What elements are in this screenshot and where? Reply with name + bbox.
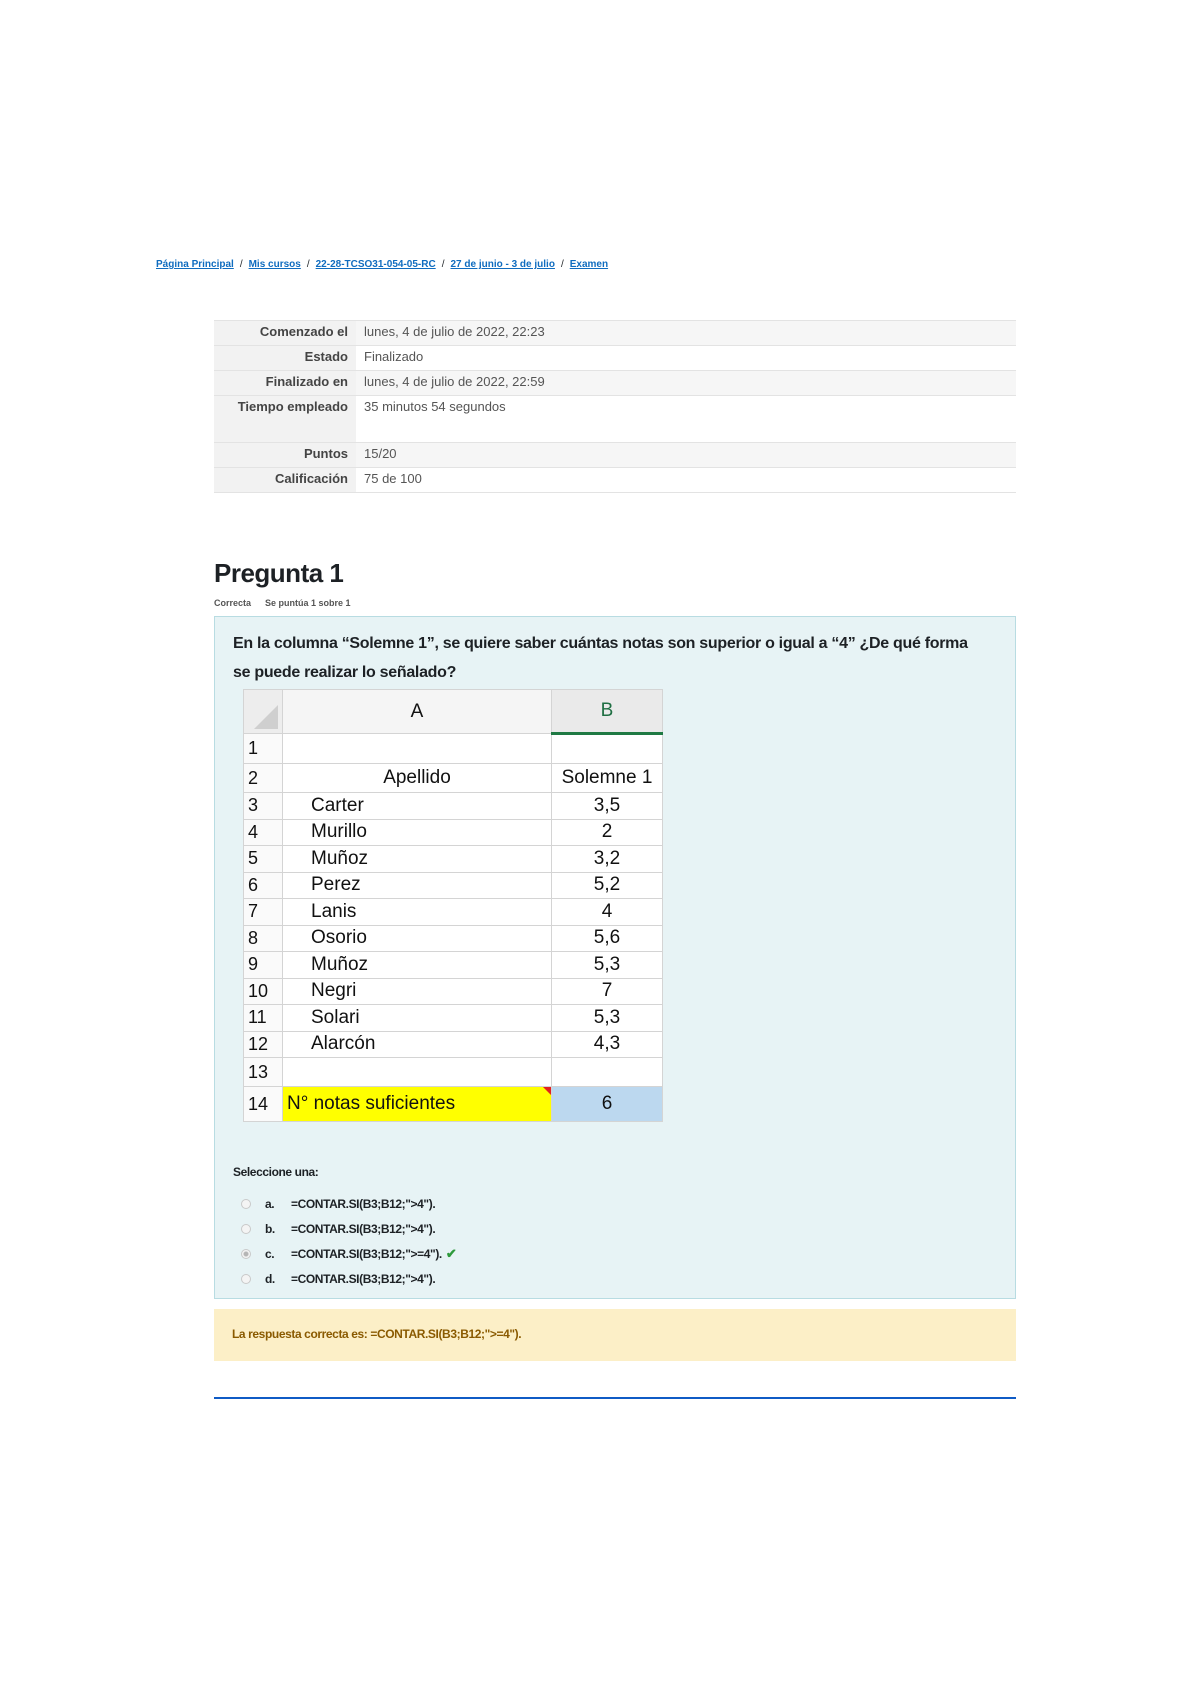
question-score: Se puntúa 1 sobre 1	[265, 598, 351, 608]
summary-row	[214, 443, 1016, 468]
radio-d[interactable]	[241, 1274, 251, 1284]
summary-value: 15/20	[356, 443, 1016, 468]
summary-row	[214, 371, 1016, 396]
spreadsheet-row	[244, 846, 663, 873]
row-number: 13	[244, 1058, 283, 1087]
summary-label: Tiempo empleado	[214, 396, 356, 443]
spreadsheet-header-row	[244, 690, 663, 734]
summary-label: Comenzado el	[214, 321, 356, 346]
cell-a-highlighted: N° notas suficientes	[283, 1087, 552, 1122]
cell-b	[552, 734, 663, 764]
cell-a: Carter	[283, 793, 552, 820]
breadcrumb-course[interactable]: 22-28-TCSO31-054-05-RC	[315, 259, 436, 270]
answer-option-b[interactable]	[241, 1216, 456, 1241]
cell-a	[283, 1058, 552, 1087]
cell-b: 3,2	[552, 846, 663, 873]
row-number: 2	[244, 764, 283, 793]
cell-a: Osorio	[283, 925, 552, 952]
breadcrumb: Página Principal / Mis cursos / 22-28-TCSO31-054-05-RC / 27 de junio - 3 de julio / Examen	[156, 259, 609, 270]
spreadsheet-row	[244, 899, 663, 926]
cell-a: Solari	[283, 1005, 552, 1032]
cell-a	[283, 734, 552, 764]
correct-answer-feedback: La respuesta correcta es: =CONTAR.SI(B3;B12;">=4").	[214, 1309, 1016, 1361]
answer-option-d[interactable]	[241, 1266, 456, 1291]
answer-list	[241, 1191, 456, 1291]
spreadsheet-row	[244, 819, 663, 846]
summary-value: 75 de 100	[356, 468, 1016, 493]
cell-b: 5,3	[552, 1005, 663, 1032]
cell-a: Murillo	[283, 819, 552, 846]
cell-a: Alarcón	[283, 1031, 552, 1058]
cell-a: Muñoz	[283, 846, 552, 873]
summary-value: 35 minutos 54 segundos	[356, 396, 1016, 443]
cell-b: 2	[552, 819, 663, 846]
breadcrumb-exam[interactable]: Examen	[569, 259, 609, 270]
summary-label: Calificación	[214, 468, 356, 493]
spreadsheet-row	[244, 1058, 663, 1087]
answer-option-a[interactable]	[241, 1191, 456, 1216]
radio-c[interactable]	[241, 1249, 251, 1259]
cell-b	[552, 1058, 663, 1087]
answer-text: =CONTAR.SI(B3;B12;">4").	[291, 1221, 436, 1236]
cell-a: Muñoz	[283, 952, 552, 979]
row-number: 10	[244, 978, 283, 1005]
cell-b: 7	[552, 978, 663, 1005]
summary-label: Puntos	[214, 443, 356, 468]
cell-b: 5,6	[552, 925, 663, 952]
cell-b: 5,2	[552, 872, 663, 899]
cell-a: Perez	[283, 872, 552, 899]
cell-a: Lanis	[283, 899, 552, 926]
answer-letter: a.	[265, 1196, 275, 1211]
spreadsheet-row	[244, 925, 663, 952]
select-all-corner	[244, 690, 283, 734]
summary-row	[214, 346, 1016, 371]
spreadsheet-row	[244, 793, 663, 820]
breadcrumb-my-courses[interactable]: Mis cursos	[248, 259, 301, 270]
attempt-summary-table	[214, 320, 1016, 493]
spreadsheet-row	[244, 764, 663, 793]
cell-b: 4,3	[552, 1031, 663, 1058]
summary-label: Estado	[214, 346, 356, 371]
answer-text: =CONTAR.SI(B3;B12;">4").	[291, 1196, 436, 1211]
row-number: 14	[244, 1087, 283, 1122]
spreadsheet-row	[244, 1005, 663, 1032]
answer-letter: c.	[265, 1246, 275, 1261]
cell-a: Apellido	[283, 764, 552, 793]
summary-label: Finalizado en	[214, 371, 356, 396]
section-divider	[214, 1397, 1016, 1399]
question-text: En la columna “Solemne 1”, se quiere saber cuántas notas son superior o igual a “4” ¿De qué forma se puede realizar lo señalado?	[233, 635, 968, 681]
answer-letter: d.	[265, 1271, 275, 1286]
row-number: 4	[244, 819, 283, 846]
answer-text: =CONTAR.SI(B3;B12;">=4").	[291, 1246, 442, 1261]
radio-b[interactable]	[241, 1224, 251, 1234]
cell-b: Solemne 1	[552, 764, 663, 793]
row-number: 8	[244, 925, 283, 952]
row-number: 5	[244, 846, 283, 873]
select-one-label: Seleccione una:	[233, 1165, 319, 1179]
spreadsheet-row	[244, 1087, 663, 1122]
row-number: 6	[244, 872, 283, 899]
spreadsheet-row	[244, 952, 663, 979]
summary-value: lunes, 4 de julio de 2022, 22:59	[356, 371, 1016, 396]
question-info	[214, 598, 351, 608]
check-icon: ✔	[445, 1245, 457, 1261]
row-number: 1	[244, 734, 283, 764]
question-title: Pregunta 1	[214, 558, 344, 588]
breadcrumb-week[interactable]: 27 de junio - 3 de julio	[450, 259, 555, 270]
row-number: 3	[244, 793, 283, 820]
answer-option-c[interactable]	[241, 1241, 456, 1266]
question-status: Correcta	[214, 598, 252, 608]
row-number: 9	[244, 952, 283, 979]
row-number: 11	[244, 1005, 283, 1032]
summary-row	[214, 468, 1016, 493]
cell-b: 5,3	[552, 952, 663, 979]
answer-text: =CONTAR.SI(B3;B12;">4").	[291, 1271, 436, 1286]
cell-b-result: 6	[552, 1087, 663, 1122]
answer-letter: b.	[265, 1221, 275, 1236]
breadcrumb-home[interactable]: Página Principal	[156, 259, 234, 270]
spreadsheet-row	[244, 734, 663, 764]
cell-b: 4	[552, 899, 663, 926]
radio-a[interactable]	[241, 1199, 251, 1209]
summary-value: lunes, 4 de julio de 2022, 22:23	[356, 321, 1016, 346]
spreadsheet-image	[243, 689, 663, 1122]
column-header-a: A	[283, 690, 552, 734]
row-number: 7	[244, 899, 283, 926]
row-number: 12	[244, 1031, 283, 1058]
summary-value: Finalizado	[356, 346, 1016, 371]
spreadsheet-row	[244, 872, 663, 899]
cell-a: Negri	[283, 978, 552, 1005]
cell-b: 3,5	[552, 793, 663, 820]
summary-row	[214, 321, 1016, 346]
column-header-b: B	[552, 690, 663, 734]
spreadsheet-row	[244, 978, 663, 1005]
spreadsheet-row	[244, 1031, 663, 1058]
summary-row	[214, 396, 1016, 443]
question-content	[214, 616, 1016, 1299]
